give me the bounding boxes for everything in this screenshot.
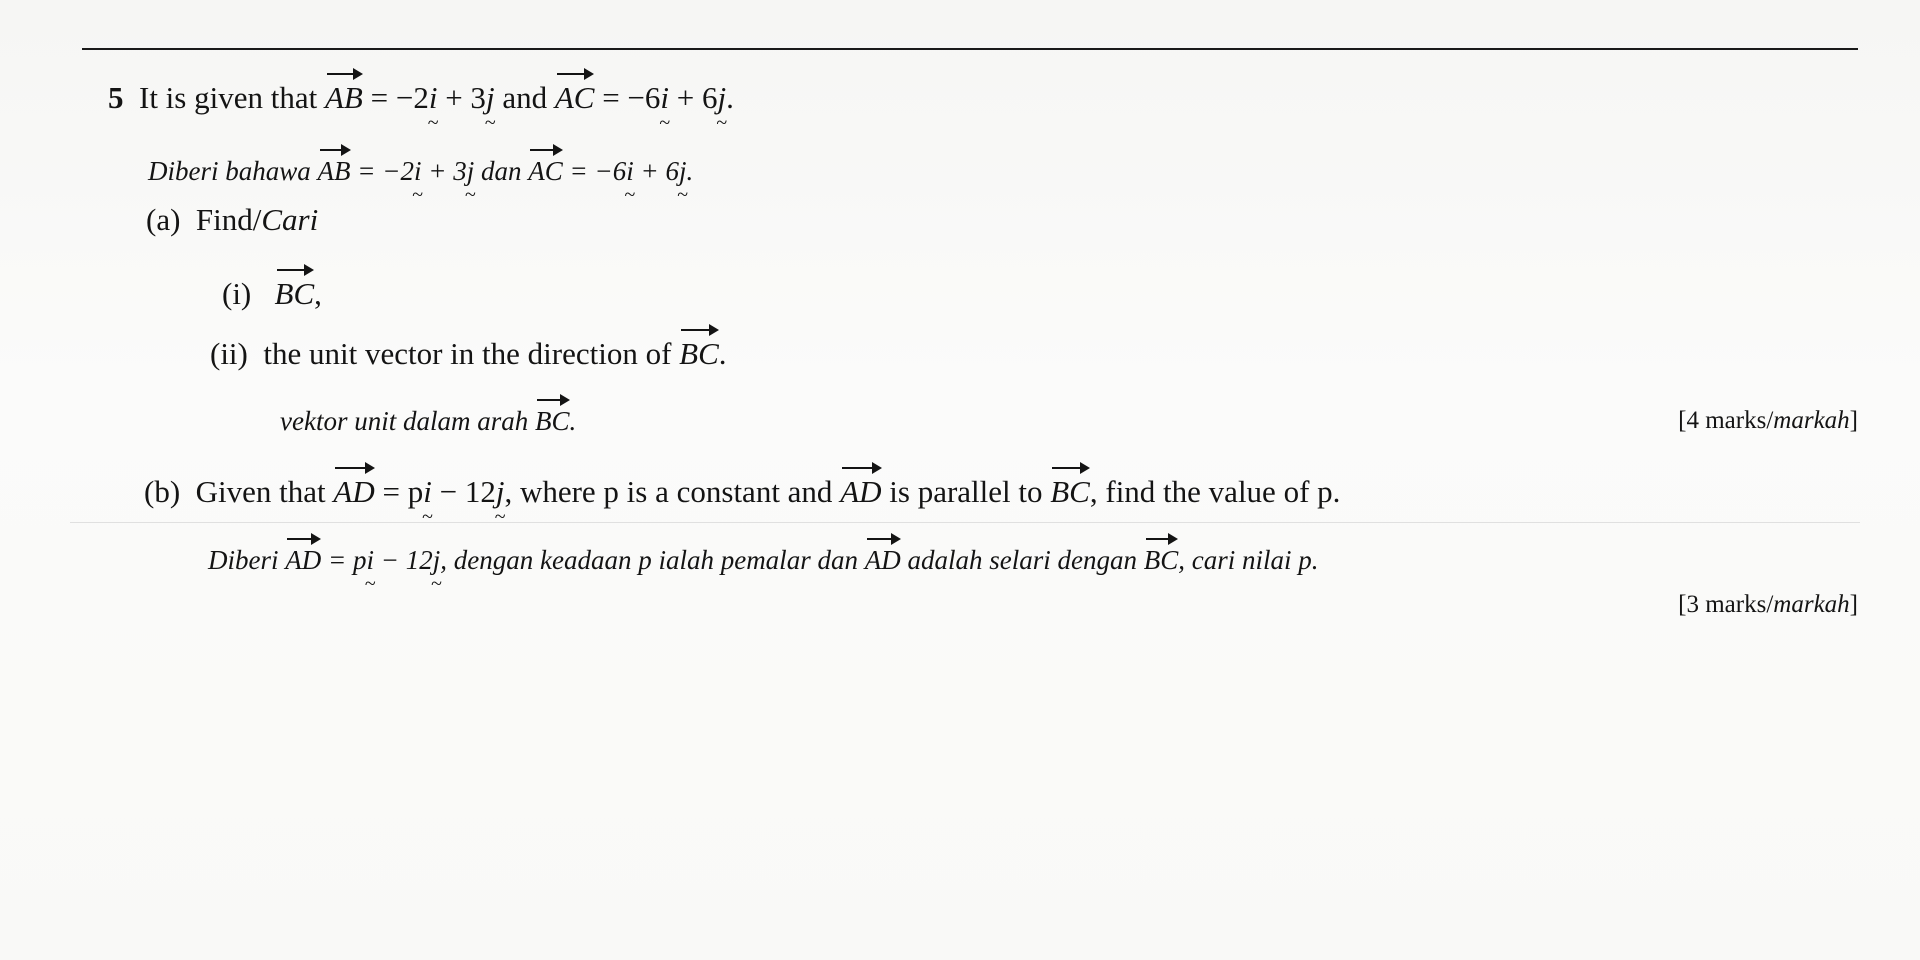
- marks-part-a: [4 marks/markah]: [1678, 407, 1858, 434]
- question-number: 5: [108, 80, 124, 115]
- faint-divider: [70, 522, 1860, 523]
- vector-ad: AD: [333, 474, 375, 509]
- top-rule: [82, 48, 1858, 50]
- marks-part-b: [3 marks/markah]: [1678, 591, 1858, 618]
- part-a-heading: (a) Find/Cari: [146, 202, 319, 237]
- question-stem-ms: Diberi bahawa AB = −2i ~ + 3j ~ dan AC = −6i ~ + 6j ~.: [148, 158, 693, 185]
- vector-ac: AC: [554, 80, 595, 115]
- vector-ab: AB: [324, 80, 363, 115]
- part-b-ms: Diberi AD = pi ~ − 12j ~, dengan keadaan p ialah pemalar dan AD adalah selari dengan BC, cari nilai p.: [208, 547, 1318, 574]
- part-a-i: (i) BC,: [222, 276, 322, 311]
- part-a-label: (a): [146, 202, 181, 237]
- part-b-label: (b): [144, 474, 181, 509]
- vector-bc: BC: [274, 276, 315, 311]
- part-a-ii: (ii) the unit vector in the direction of BC.: [210, 336, 727, 371]
- question-stem-en: 5 It is given that AB = −2i ~ + 3j ~ and AC = −6i ~ + 6j ~.: [108, 82, 734, 113]
- part-b-en: (b) Given that AD = pi ~ − 12j ~, where p is a constant and AD is parallel to BC, find the value of p.: [144, 476, 1340, 507]
- part-a-ii-ms: vektor unit dalam arah BC.: [280, 406, 577, 436]
